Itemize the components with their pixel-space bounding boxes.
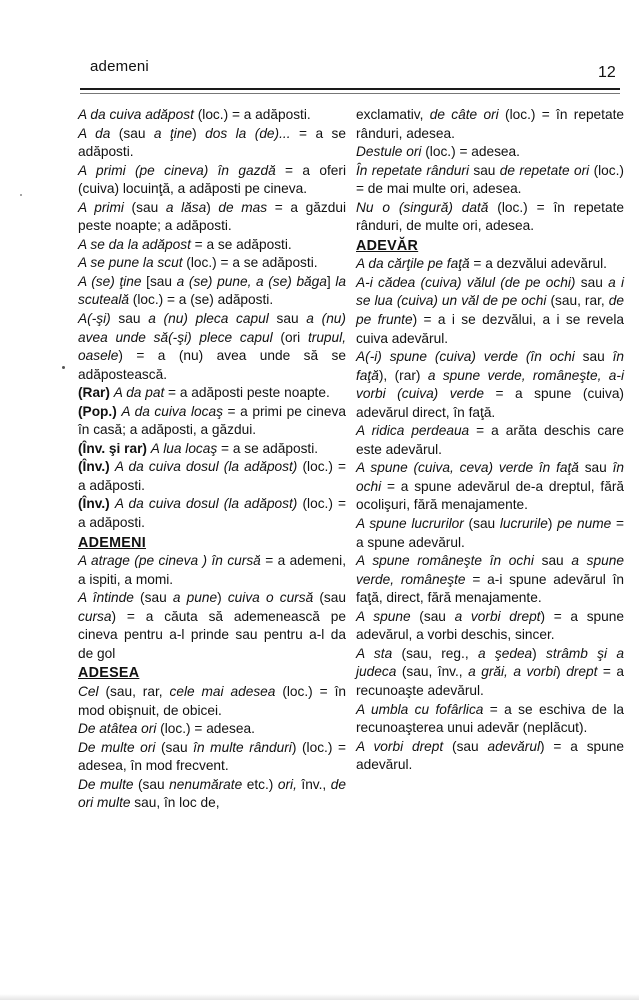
expression-text: în ochi [356, 460, 624, 494]
entry-text: sau [533, 553, 572, 569]
headword: ADEMENI [78, 534, 147, 551]
expression-text: A spune (cuiva, ceva) verde în faţă [356, 460, 579, 476]
expression-text: A spune lucrurilor [356, 516, 464, 532]
dictionary-entry [78, 440, 346, 459]
dictionary-entry [356, 348, 624, 422]
entry-text: ) [192, 125, 206, 141]
expression-text: ori, [277, 776, 297, 792]
usage-label: (Înv.) [78, 459, 110, 475]
entry-text: (sau [463, 516, 500, 532]
expression-text: A-i cădea (cuiva) vălul (de pe ochi) [356, 274, 576, 290]
dictionary-entry [78, 125, 346, 162]
page-bottom-edge [0, 994, 639, 1000]
expression-text: A sta [356, 645, 393, 661]
entry-text: (loc.) = în mod obişnuit, de obicei. [78, 683, 346, 718]
entry-text: sau, în loc de, [130, 795, 220, 811]
expression-text: de câte ori [429, 107, 499, 122]
expression-text: a lăsa [165, 199, 207, 215]
dictionary-entry [78, 199, 346, 236]
entry-text: sau [468, 162, 500, 178]
entry-text: = a spune (cuiva) adevărul direct, în faţă. [356, 386, 624, 420]
entry-text: sau [268, 311, 307, 327]
dictionary-entry [356, 515, 624, 552]
entry-text: ) = a i se dezvălui, a i se revela cuiva adevărul. [356, 312, 625, 346]
dictionary-entry [356, 274, 624, 348]
dictionary-entry [78, 403, 346, 440]
dictionary-entry [356, 199, 624, 236]
expression-text: Destule ori [356, 144, 422, 160]
entry-text: ), (rar) [378, 367, 428, 383]
expression-text: de pe frunte [356, 293, 624, 328]
expression-text: a i se lua (cuiva) un văl de pe ochi [356, 274, 624, 309]
expression-text: De atâtea ori [78, 721, 157, 737]
header-rule [80, 88, 620, 90]
entry-text: = a dezvălui adevărul. [469, 256, 607, 272]
expression-text: dos la (de)... [205, 125, 291, 141]
expression-text: A ridica perdeaua [356, 423, 470, 439]
entry-text: sau [574, 349, 613, 365]
expression-text: a (nu) pleca capul [148, 311, 269, 327]
entry-text: (loc.) = a adăposti. [193, 107, 311, 122]
entry-text: sau [578, 460, 613, 476]
expression-text: de ori multe [78, 776, 346, 811]
expression-text: A da cărţile pe faţă [356, 256, 470, 272]
entry-text: (loc.) = a (se) adăposti. [128, 292, 274, 308]
expression-text: cuiva o cursă [227, 590, 314, 606]
dictionary-entry [78, 162, 346, 199]
entry-text: = a se adăposti. [217, 440, 319, 456]
expression-text: A întinde [78, 590, 134, 606]
dictionary-entry [78, 458, 346, 495]
expression-text: A atrage (pe cineva ) în cursă [78, 553, 261, 569]
dictionary-entry [78, 106, 346, 125]
expression-text: A da cuiva locaş [121, 403, 223, 419]
entry-text: = a găzdui peste noapte; a adăposti. [78, 199, 346, 234]
expression-text: A(-şi) [78, 311, 111, 327]
expression-text: drept [566, 664, 598, 680]
entry-text: ) [532, 645, 547, 661]
expression-text: A lua locaş [150, 440, 218, 456]
entry-text: ) = a spune adevărul. [356, 738, 625, 773]
expression-text: Cel [78, 683, 99, 699]
expression-text: a grăi, a vorbi [468, 664, 557, 680]
usage-label: (Înv. şi rar) [78, 440, 147, 456]
left-column [78, 106, 346, 813]
usage-label: (Pop.) [78, 403, 117, 419]
entry-text: ] [326, 273, 336, 289]
page-number: 12 [598, 64, 616, 81]
expression-text: A da cuiva dosul (la adăpost) [114, 459, 298, 475]
expression-text: lucrurile [499, 516, 548, 532]
dictionary-entry [356, 738, 624, 775]
entry-text: = a se adăposti. [190, 236, 292, 252]
entry-text: (sau [443, 738, 488, 754]
dictionary-entry [78, 254, 346, 273]
expression-text: adevărul [487, 738, 541, 754]
entry-text: (sau [133, 776, 170, 792]
expression-text: a ţine [153, 125, 193, 141]
running-head: ademeni [90, 58, 149, 75]
dictionary-entry [78, 776, 346, 813]
dictionary-entry [356, 701, 624, 738]
dictionary-entry [78, 495, 346, 532]
entry-text: (loc.) = adesea. [156, 721, 255, 737]
expression-text: De multe [78, 776, 134, 792]
dictionary-entry [356, 608, 624, 645]
entry-text: (sau [410, 608, 455, 624]
expression-text: cele mai adesea [169, 683, 276, 699]
entry-text: (sau, rar, [546, 293, 609, 309]
expression-text: A se da la adăpost [78, 236, 191, 252]
expression-text: A da pat [113, 385, 165, 401]
entry-text: = a adăposti peste noapte. [164, 385, 330, 401]
entry-text: (loc.) = de mai multe ori, adesea. [356, 162, 624, 197]
expression-text: cursa [78, 608, 112, 624]
expression-text: A da cuiva dosul (la adăpost) [114, 496, 298, 512]
expression-text: A primi [78, 199, 124, 215]
speck [20, 194, 22, 196]
dictionary-entry [356, 162, 624, 199]
dictionary-entry [356, 422, 624, 459]
expression-text: a vorbi drept [454, 608, 541, 624]
entry-text: ) (loc.) = adesea, în mod frecvent. [78, 739, 346, 774]
entry-text: = a ademeni, a ispiti, a momi. [78, 553, 346, 587]
entry-text: = a-i spune adevărul în faţă, direct, fără menajamente. [356, 571, 625, 606]
header-rule-thin [80, 93, 620, 94]
entry-text: (ori [272, 329, 308, 345]
dictionary-entry [78, 589, 346, 663]
dictionary-entry [78, 273, 346, 310]
expression-text: A(-i) spune (cuiva) verde (în ochi [356, 349, 575, 365]
usage-label: (Rar) [78, 385, 110, 401]
entry-text: (sau [133, 590, 173, 606]
headword-line [78, 533, 346, 553]
expression-text: a spune verde, româneşte [356, 553, 624, 587]
dictionary-entry [78, 720, 346, 739]
entry-text: = a arăta deschis care este adevărul. [356, 423, 624, 457]
expression-text: a (se) pune, a (se) băga [176, 273, 327, 289]
expression-text: nenumărate [169, 776, 243, 792]
entry-text: (sau, înv., [396, 664, 469, 680]
expression-text: a (nu) avea unde să(-şi) plece capul [78, 311, 346, 345]
entry-text: (sau, rar, [98, 683, 170, 699]
entry-text: etc.) [242, 776, 278, 792]
expression-text: A vorbi drept [356, 738, 444, 754]
entry-text: ) = a (nu) avea unde să se adăpostească. [78, 348, 346, 382]
entry-text: ) [206, 199, 219, 215]
right-column [356, 106, 624, 775]
expression-text: A da cuiva adăpost [78, 107, 194, 122]
dictionary-entry [356, 255, 624, 274]
headword-line [78, 663, 346, 683]
entry-text: (sau [313, 590, 346, 606]
entry-text: = a spune adevărul de-a dreptul, fără ocolişuri, fără menajamente. [356, 478, 624, 513]
expression-text: A spune româneşte în ochi [356, 553, 534, 569]
expression-text: de repetate ori [499, 162, 590, 178]
expression-text: A spune [356, 608, 411, 624]
dictionary-entry [356, 645, 624, 701]
headword-line [356, 236, 624, 256]
dictionary-entry [356, 106, 624, 143]
entry-text: = a se eschiva de la recunoaşterea unui adevăr (neplăcut). [356, 701, 624, 736]
entry-text: (loc.) = adesea. [421, 144, 520, 160]
entry-text: (sau [110, 125, 154, 141]
expression-text: A umbla cu fofârlica [356, 701, 484, 717]
expression-text: De multe ori [78, 739, 156, 755]
entry-text: (loc.) = a adăposti. [78, 459, 347, 493]
expression-text: în faţă [356, 349, 624, 383]
expression-text: pe nume [557, 516, 612, 532]
entry-text: ) = a căuta să ademenească pe cineva pentru a-l prinde sau pentru a-l da de gol [78, 608, 346, 661]
dictionary-entry [78, 384, 346, 403]
dictionary-entry [356, 459, 624, 515]
expression-text: a spune verde, româneşte, a-i vorbi (cuiva) verde [356, 367, 625, 402]
expression-text: În repetate rânduri [356, 162, 469, 178]
entry-text: ) [547, 516, 558, 532]
expression-text: de mas [218, 199, 268, 215]
entry-text: sau [575, 274, 609, 290]
entry-text: = a oferi (cuiva) locuinţă, a adăposti pe cineva. [78, 162, 346, 197]
expression-text: A (se) ţine [78, 273, 142, 289]
entry-text: (loc.) = în repetate rânduri, de multe ori, adesea. [356, 199, 625, 234]
entry-text: ) [217, 590, 228, 606]
usage-label: (Înv.) [78, 496, 110, 512]
expression-text: Nu o (singură) dată [356, 199, 489, 215]
dictionary-entry [78, 310, 346, 384]
entry-text: (sau [155, 739, 194, 755]
entry-text: (loc.) = a se adăposti. [182, 255, 318, 271]
expression-text: în multe rânduri [193, 739, 292, 755]
speck [62, 366, 65, 369]
expression-text: strâmb şi a judeca [356, 645, 624, 680]
dictionary-entry [78, 739, 346, 776]
dictionary-entry [356, 143, 624, 162]
entry-text: (sau [123, 199, 166, 215]
expression-text: A se pune la scut [78, 255, 183, 271]
entry-text: = a se adăposti. [78, 125, 346, 160]
dictionary-entry [78, 552, 346, 589]
entry-text: (loc.) = în repetate rânduri, adesea. [356, 107, 624, 141]
entry-text: exclamativ, [356, 107, 430, 122]
headword: ADESEA [78, 665, 140, 682]
expression-text: trupul, oasele [78, 329, 346, 364]
expression-text: A da [78, 125, 111, 141]
expression-text: a şedea [477, 645, 533, 661]
entry-text: (sau, reg., [392, 645, 478, 661]
entry-text: (loc.) = a adăposti. [78, 496, 347, 531]
entry-text: = a primi pe cineva în casă; a adăposti, a găzdui. [78, 403, 346, 438]
entry-text: ) [556, 664, 567, 680]
dictionary-entry [356, 552, 624, 608]
entry-text: ) = a spune adevărul, a vorbi deschis, sincer. [356, 608, 625, 643]
entry-text: [sau [141, 273, 177, 289]
expression-text: a pune [172, 590, 218, 606]
expression-text: la scuteală [78, 273, 346, 308]
headword: ADEVĂR [356, 237, 419, 254]
dictionary-entry [78, 683, 346, 720]
dictionary-entry [78, 236, 346, 255]
entry-text: înv., [296, 776, 331, 792]
entry-text: = a recunoaşte adevărul. [356, 664, 624, 698]
entry-text: = a spune adevărul. [356, 516, 624, 550]
expression-text: A primi (pe cineva) în gazdă [78, 162, 276, 178]
entry-text: sau [110, 311, 149, 327]
